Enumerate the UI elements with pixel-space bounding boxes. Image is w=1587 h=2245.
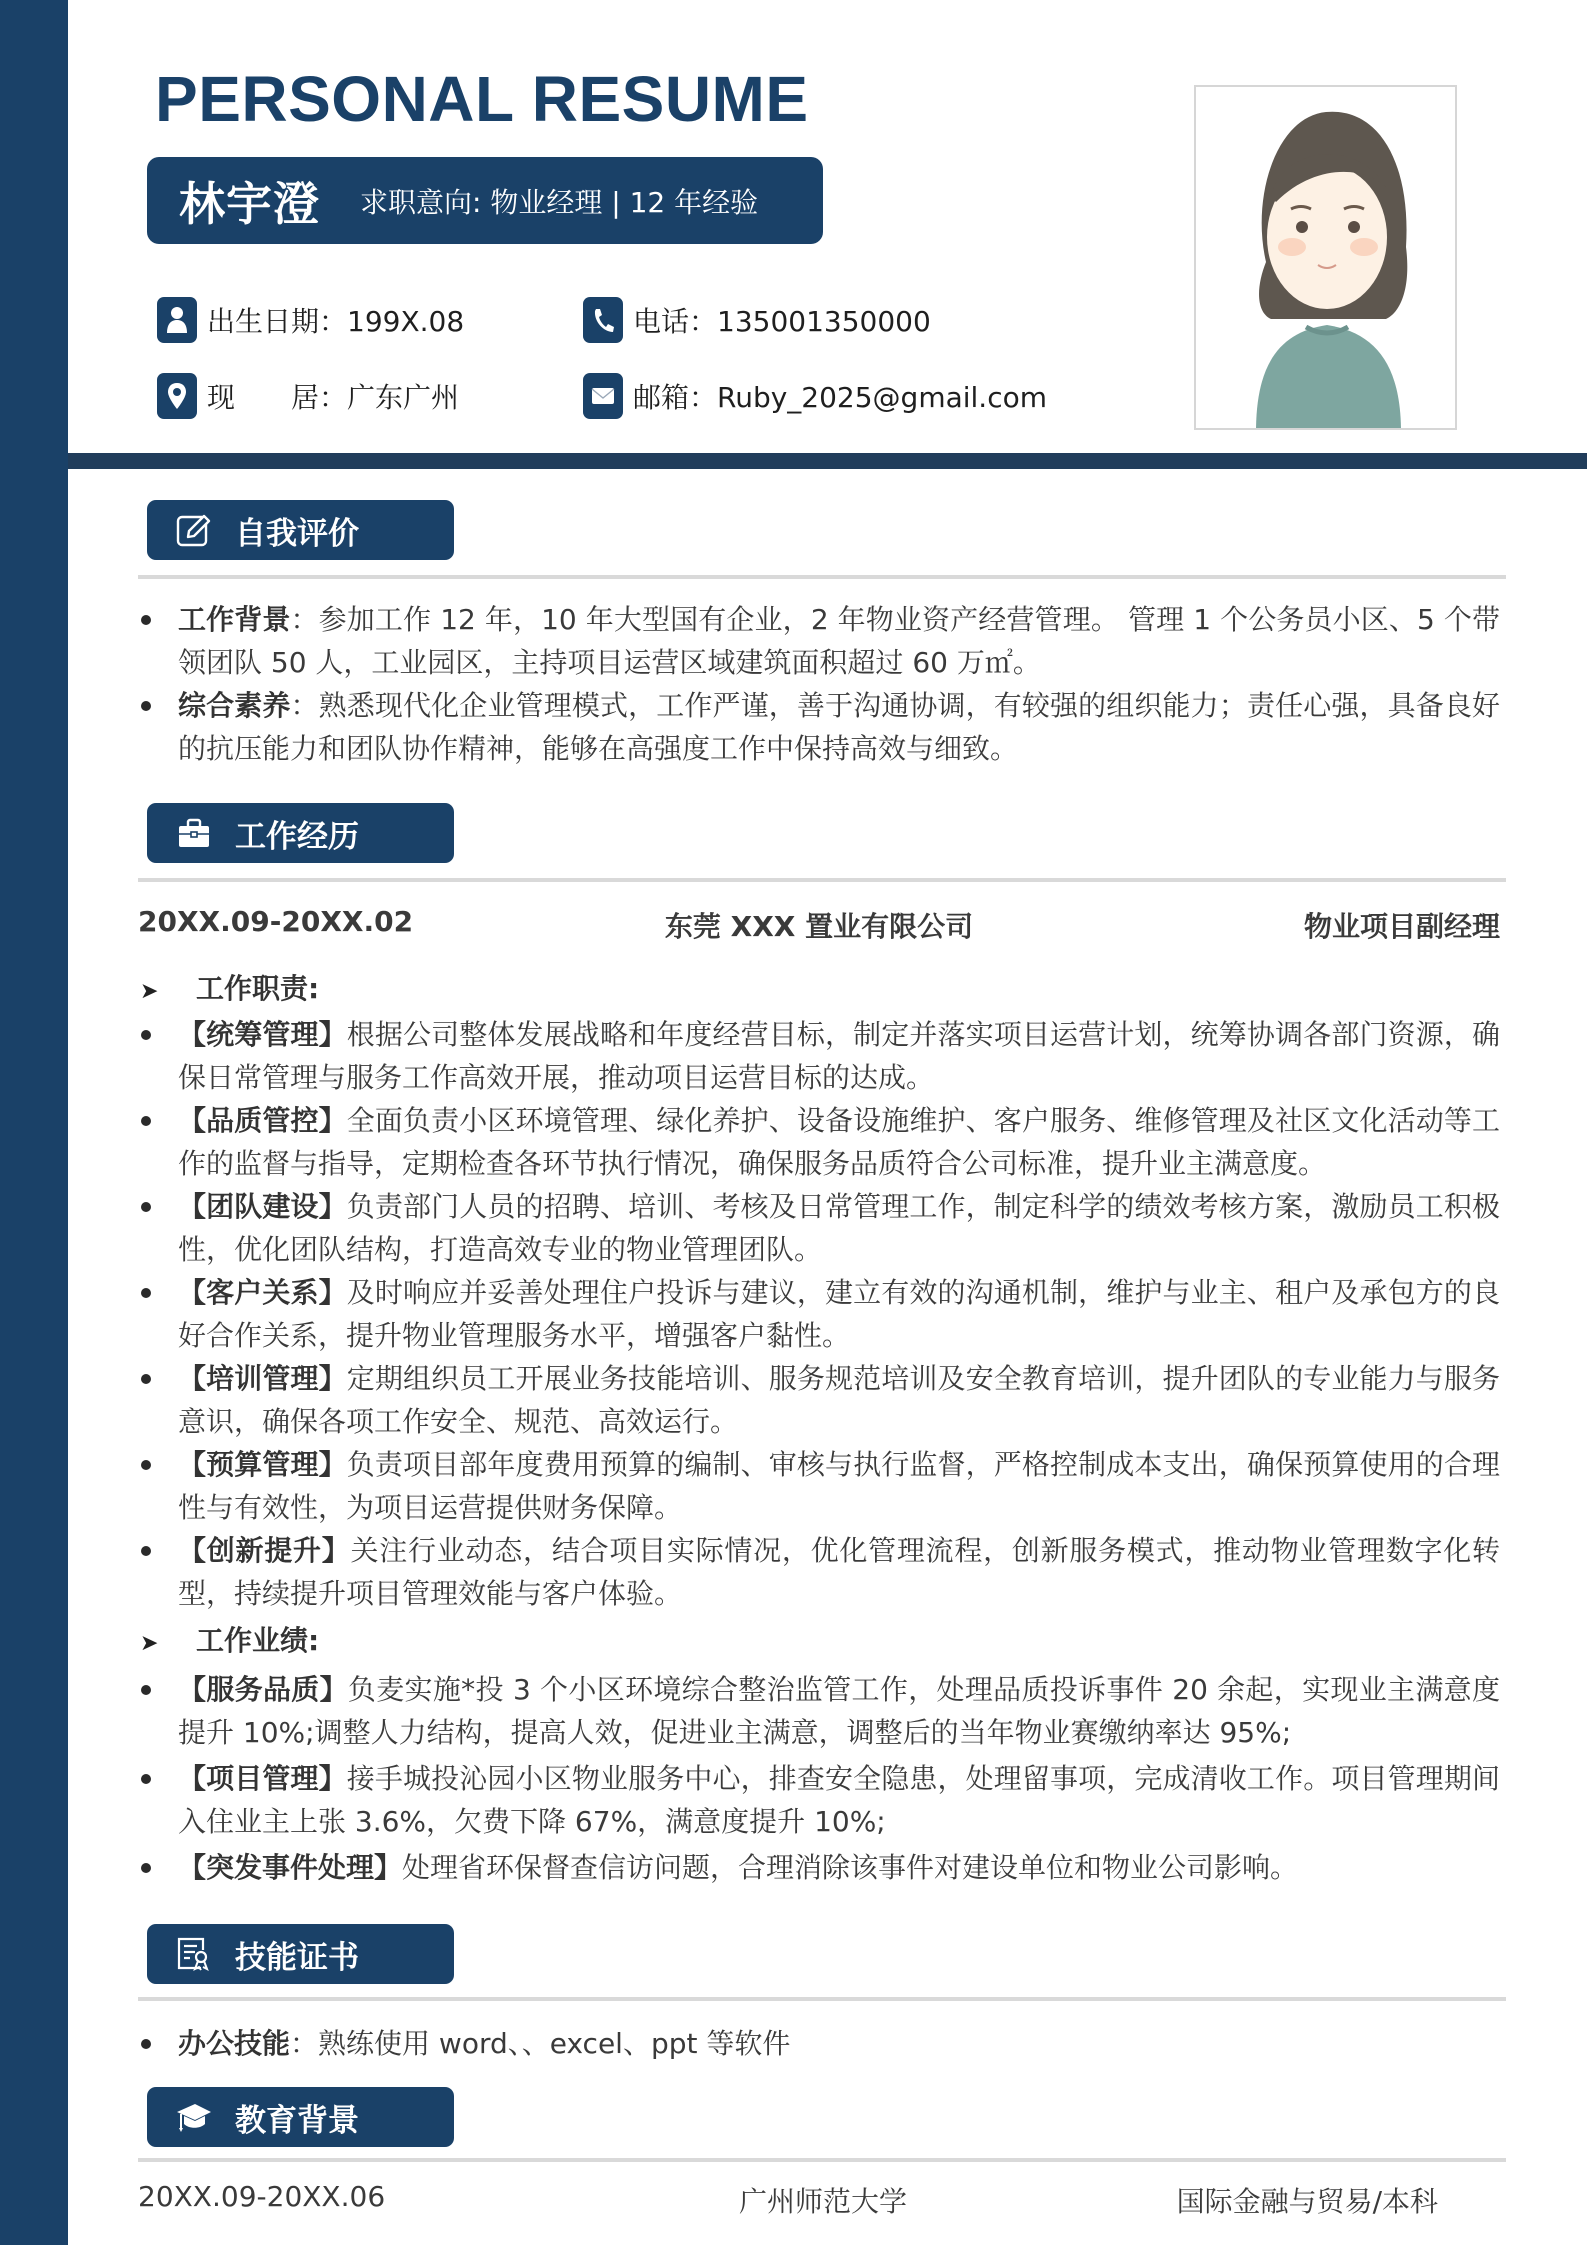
page-title: PERSONAL RESUME	[155, 63, 809, 135]
section-title: 工作经历	[235, 818, 359, 855]
list-item: 综合素养：熟悉现代化企业管理模式，工作严谨，善于沟通协调，有较强的组织能力；责任心强，具备良好的抗压能力和团队协作精神，能够在高强度工作中保持高效与细致。	[138, 684, 1500, 770]
left-sidebar-band	[0, 0, 68, 2245]
location-pin-icon	[157, 373, 197, 419]
list-item: 【预算管理】负责项目部年度费用预算的编制、审核与执行监督，严格控制成本支出，确保预算使用的合理性与有效性，为项目运营提供财务保障。	[138, 1443, 1500, 1529]
section-divider	[138, 575, 1506, 579]
graduation-cap-icon	[175, 2098, 213, 2136]
section-title: 自我评价	[235, 515, 359, 552]
info-email	[583, 373, 1047, 419]
section-title: 教育背景	[235, 2102, 359, 2139]
candidate-name: 林宇澄	[179, 176, 320, 231]
section-divider	[138, 2158, 1506, 2162]
email-address: 邮箱：Ruby_2025@gmail.com	[633, 381, 1048, 414]
info-residence	[157, 373, 459, 419]
list-item: 办公技能：熟练使用 word、、excel、ppt 等软件	[138, 2022, 1500, 2065]
info-phone	[583, 297, 931, 343]
achievements-subheading: ➤ 工作业绩:	[138, 1619, 1500, 1665]
arrow-bullet-icon: ➤	[140, 1631, 159, 1656]
list-item: 【品质管控】全面负责小区环境管理、绿化养护、设备设施维护、客户服务、维修管理及社区文化活动等工作的监督与指导，定期检查各环节执行情况，确保服务品质符合公司标准，提升业主满意度。	[138, 1099, 1500, 1185]
name-banner	[147, 157, 823, 244]
list-item: 【服务品质】负麦实施*投 3 个小区环境综合整治监管工作，处理品质投诉事件 20 余起，实现业主满意度提升 10%;调整人力结构，提高人效，促进业主满意，调整后的当年物业赛缴纳率达 95%;	[138, 1668, 1500, 1754]
edit-pencil-icon	[175, 511, 213, 549]
section-header-skills	[147, 1924, 454, 1984]
list-item: 【创新提升】关注行业动态，结合项目实际情况，优化管理流程，创新服务模式，推动物业管理数字化转型，持续提升项目管理效能与客户体验。	[138, 1529, 1500, 1615]
list-item: 【项目管理】接手城投沁园小区物业服务中心，排查安全隐患，处理留事项，完成清收工作。项目管理期间入住业主上张 3.6%，欠费下降 67%，满意度提升 10%;	[138, 1757, 1500, 1843]
info-birth	[157, 297, 464, 343]
job-row	[138, 905, 1500, 945]
job-position: 物业项目副经理	[1303, 910, 1500, 943]
edu-major: 国际金融与贸易/本科	[1176, 2185, 1438, 2218]
header-divider-band	[68, 453, 1587, 469]
list-item: 【突发事件处理】处理省环保督查信访问题，合理消除该事件对建设单位和物业公司影响。	[138, 1846, 1500, 1889]
section-header-education	[147, 2087, 454, 2147]
job-company: 东莞 XXX 置业有限公司	[664, 910, 974, 943]
section-divider	[138, 878, 1506, 882]
section-divider	[138, 1997, 1506, 2001]
skills-list	[138, 2022, 1500, 2065]
list-item: 【团队建设】负责部门人员的招聘、培训、考核及日常管理工作，制定科学的绩效考核方案，激励员工积极性，优化团队结构，打造高效专业的物业管理团队。	[138, 1185, 1500, 1271]
job-period: 20XX.09-20XX.02	[138, 905, 414, 938]
arrow-bullet-icon: ➤	[140, 979, 159, 1004]
education-row	[138, 2180, 1438, 2220]
certificate-icon	[175, 1935, 213, 1973]
job-intent: 求职意向: 物业经理 | 12 年经验	[360, 185, 759, 219]
section-title: 技能证书	[235, 1939, 359, 1976]
profile-photo	[1194, 85, 1457, 430]
duties-subheading: ➤ 工作职责:	[138, 967, 1500, 1013]
birth-date: 出生日期：199X.08	[207, 305, 465, 338]
section-header-self-eval	[147, 500, 454, 560]
list-item: 【客户关系】及时响应并妥善处理住户投诉与建议，建立有效的沟通机制，维护与业主、租户及承包方的良好合作关系，提升物业管理服务水平，增强客户黏性。	[138, 1271, 1500, 1357]
section-header-work	[147, 803, 454, 863]
list-item: 【统筹管理】根据公司整体发展战略和年度经营目标，制定并落实项目运营计划，统筹协调各部门资源，确保日常管理与服务工作高效开展，推动项目运营目标的达成。	[138, 1013, 1500, 1099]
phone-icon	[583, 297, 623, 343]
edu-school: 广州师范大学	[738, 2185, 907, 2218]
list-item: 【培训管理】定期组织员工开展业务技能培训、服务规范培训及安全教育培训，提升团队的专业能力与服务意识，确保各项工作安全、规范、高效运行。	[138, 1357, 1500, 1443]
residence: 现 居：广东广州	[207, 381, 460, 414]
self-eval-list	[138, 598, 1500, 770]
list-item: 工作背景：参加工作 12 年，10 年大型国有企业，2 年物业资产经营管理。 管理 1 个公务员小区、5 个带领团队 50 人，工业园区，主持项目运营区域建筑面积超过 60 万㎡。	[138, 598, 1500, 684]
envelope-icon	[583, 373, 623, 419]
phone-number: 电话：135001350000	[633, 305, 931, 338]
edu-period: 20XX.09-20XX.06	[138, 2180, 386, 2213]
user-icon	[157, 297, 197, 343]
briefcase-icon	[175, 814, 213, 852]
work-duties-list	[138, 967, 1500, 1889]
